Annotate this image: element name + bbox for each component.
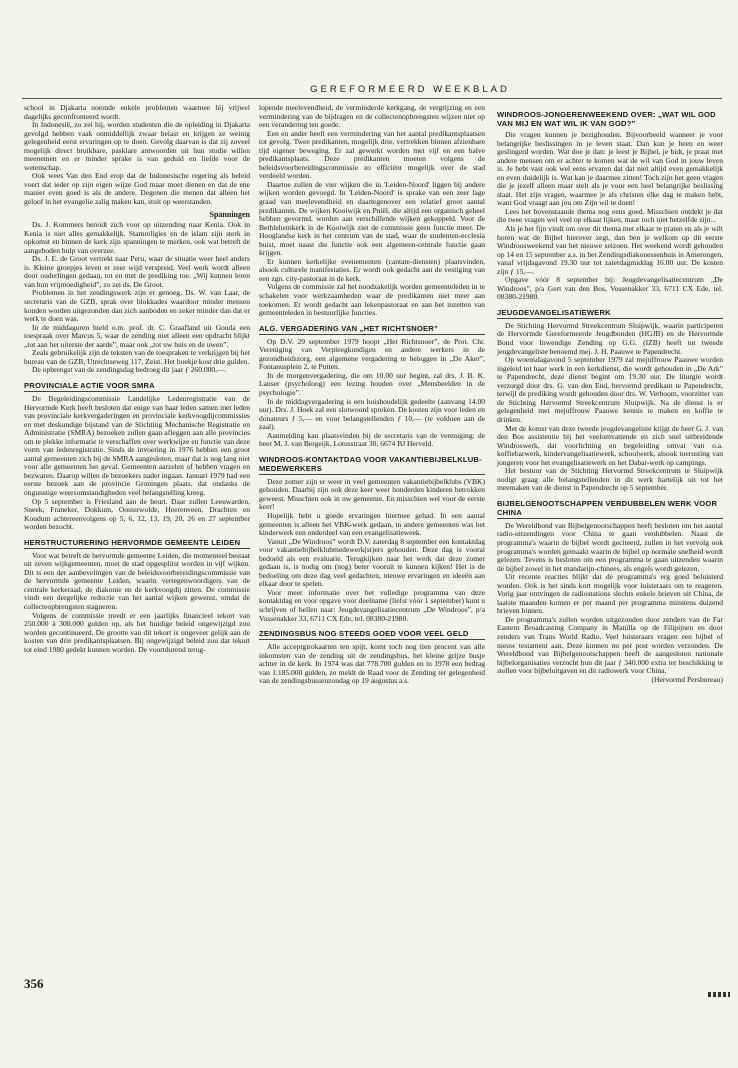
paragraph: Op woensdagavond 5 september 1979 zal mejuffrouw Paauwe worden ingeleid tot haar werk in een kerkdienst, die wordt gehouden in „De Ark” te Papendrecht, deze dienst begint om 19.30 uur. De liturgie wordt verzorgd door drs. G. van den End, hervormd predikant te Papendrecht, terwijl de prediking wordt gehouden door drs. W. Verboom, voorzitter van de Stichting Hervormd Streekcentrum Sluipwijk. Na de dienst is er gelegenheid met mejuffrouw Paauwe kennis te maken en koffie te drinken.	[497, 355, 723, 424]
page-number: 356	[24, 976, 44, 991]
paragraph: Volgens de commissie treedt er een jaarlijks financieel tekort van 250.000 à 300.000 gulden op, als het huidige beleid ongewijzigd zou worden gecontinueerd. De grootte van dit tekort is ongeveer gelijk aan de kosten van drie predikantsplaatsen. Bij ongewijzigd beleid zou dat tekort tot eind 1980 gedekt kunnen worden. De voortdurend terug-	[24, 610, 250, 654]
article-heading: PROVINCIALE ACTIE VOOR SMRA	[24, 381, 250, 392]
paragraph: Als je het fijn vindt om over dit thema met elkaar te praten en als je wilt horen wat de Bijbel hierover zegt, dan ben je welkom op dit eerste Windroosweekend van het nieuwe seizoen. Het weekend wordt gehouden op 14 en 15 september a.s. in het Zendingsdiakonessenhuis in Amerongen, vanaf vrijdagavond 19.30 uur tot zaterdagmiddag 16.00 uur. De kosten zijn ƒ 15,—.	[497, 224, 723, 276]
paragraph: lopende meelevendheid, de verminderde kerkgang, de vergrijzing en een vermindering van de bijdragen en de collectenopbrengsten wijzen niet op een verandering ten goede.	[259, 103, 485, 130]
paragraph: Vanuit „De Windroos” wordt D.V. zaterdag 8 september een kontaktdag voor vakantiebijbelklubmedewerk(st)ers gehouden. Deze dag is vooral bedoeld als een evaluatie. Terugkijken naar het werk dat deze zomer gedaan is, is nodig om (nog) beter vooruit te kunnen kijken! Het is de bedoeling om deze dag veel gedachten, nieuwe ervaringen en ideeën aan elkaar door te spelen.	[259, 536, 485, 589]
paragraph: Een en ander heeft een vermindering van het aantal predikantsplaatsen tot gevolg. Twee predikanten, mogelijk drie, vertrekken binnen afzienbare tijd eigener beweging. Er zal gewerkt worden met vijf en een halve predikantsplaats. Deze predikanten moeten volgens de beleidsvoorbereidingscommissie zo efficiënt mogelijk over de stad verdeeld worden.	[259, 128, 485, 181]
column-2	[259, 104, 485, 686]
column-3	[497, 104, 723, 684]
paragraph: Op 5 september is Friesland aan de beurt. Daar zullen Leeuwarden, Sneek, Franeker, Dokkum, Oosterwolde, Heerenveen, Drachten en Koudum achtereenvolgens op 5, 6, 12, 13, 19, 20, 26 en 27 september worden bezocht.	[24, 496, 250, 532]
paragraph: De programma's zullen worden uitgezonden door zenders van de Far Eastern Broadcasting Company in Manilla op de Filipijnen en door zenders van Trans World Radio. Veel luisteraars vragen een bijbel of nieuw testament aan. Deze kunnen nu per post worden verzonden. De Wereldbond van Bijbelgenootschappen heeft de aangesloten nationale bijbelorganisaties verzocht hun dit jaar ƒ 340.000 extra ter beschikking te stellen voor bijbeluitgaven en dit radiowerk voor China.	[497, 614, 723, 676]
article-heading: HERSTRUCTURERING HERVORMDE GEMEENTE LEIDEN	[24, 538, 250, 549]
paragraph: Met de komst van deze tweede jeugdevangeliste krijgt de heer G. J. van den Bos assistentie bij het veelomvattende en zich snel uitbreidende Windroswerk, dat voorlichting en begeleiding omvat van o.a. koffiebarwerk, kindervangelisatiewerk, schoolwerk, alsook toerusting van jongeren voor het evangelisatiewerk en het Dabar-werk op campings.	[497, 423, 723, 467]
paragraph: Op D.V. 29 september 1979 hoopt „Het Richtsnoer”, de Prot. Chr. Vereniging van Verpleegkundigen en andere werkers in de gezondheidszorg, een algemene vergadering te beleggen in „De Aker”, Fontanusplein 2, te Putten.	[259, 336, 485, 372]
paragraph: Daartoe zullen de vier wijken die in 'Leiden-Noord' liggen bij andere wijken worden gevoegd. In 'Leiden-Noord' is sprake van een zeer lage graad van meelevendheid en daartegenover een relatief groot aantal predikanten. De wijken Kooiwijk en Pniël, die altijd een organisch geheel hebben gevormd, worden aan verschillende wijken gekoppeld. Voor de Bethlehemkerk in de Kooiwijk ziet de commissie geen functie meer. De Hooglandse kerk in het centrum van de stad, waar de studenten-ecclesia huist, moet naast die functie ook een algemeen-centrale functie gaan krijgen.	[259, 179, 485, 258]
byline: (Hervormd Persbureau)	[651, 674, 723, 684]
paragraph: Deze zomer zijn er weer in veel gemeenten vakantiebijbelklubs (VBK) gehouden. Daarbij zijn ook deze keer weer honderden kinderen betrokken geweest. Misschien ook in uw gemeente. En misschien wel voor de eerste keer!	[259, 476, 485, 512]
paragraph: Ook wees Van den End erop dat de Indonesische regering als beleid voert dat ieder op zijn eigen wijze God maar moet dienen en dat de ene manier even goed is als de andere. Degenen die menen dat alleen het geloof in het evangelie zalig maken kan, stuit op weerstanden.	[24, 171, 250, 207]
article-heading: JEUGDEVANGELISATIEWERK	[497, 308, 723, 319]
article-heading: ZENDINGSBUS NOG STEEDS GOED VOOR VEEL GELD	[259, 629, 485, 640]
paragraph: Die vragen kunnen je bezighouden. Bijvoorbeeld wanneer je voor belangrijke beslissingen in je leven staat. Dan kun je heen en weer geslingerd worden. Wat doe je dan: je leest je Bijbel, je bidt, je praat met andere mensen om er achter te komen wat de wil van God in jouw leven is. Je hebt vast ook wel eens ervaren dat dat niet altijd even gemakkelijk en even duidelijk is. Wat kan je daarmee zitten! Toch zijn het geen vragen die je jezelf alleen maar stelt als je voor een heel belangrijke beslissing staat. Het zijn vragen, waarmee je als christen elke dag te maken hebt, want God vraagt aan jou om Zijn wil te doen!	[497, 130, 723, 208]
paragraph: In de middaguren hield o.m. prof. dr. C. Graafland uit Gouda een toespraak over Marcus 5, waar de zending niet alleen een opdracht blijkt „tot aan het uiterste der aarde”, maar ook „tot uw huis en de uwen”.	[24, 322, 250, 349]
paragraph: De Wereldbond van Bijbelgenootschappen heeft besloten om het aantal radio-uitzendingen voor China te gaan verdubbelen. Naast de programma's waarin de bijbel wordt geciteerd, zullen in het vervolg ook programma's worden gemaakt waarin de bijbel op normale snelheid wordt gelezen. Tevens is besloten om een programma te gaan uitzenden waarin de bijbel zowel in het mandarijn-chinees, als engels wordt gelezen.	[497, 520, 723, 573]
paragraph: De Begeleidingscommissie Landelijke Ledenregistratie van de Hervormde Kerk heeft besloten dat enige van haar leden samen met leden van provinciale kerkvergaderingen en provinciale kerkvoogdijcommissies en met deskundige bijstand van de Stichting Mechanische Registratie en Administratie (SMRA) bezoeken zullen gaan afleggen aan alle provincies om te plekke informatie te verschaffen over werkwijze en functie van deze vorm van ledenregistratie. Sinds de invoering in 1976 hebben een groot aantal gemeenten zich bij de SMRA aangesloten, maar dat is nog lang niet voor alle gemeenten het geval. Gemeenten aarzelen of hebben vragen en bezwaren. Daarop willen de bezoekers nader ingaan. Januari 1979 had een eerste bezoek aan de provincie Groningen plaats, dat ondanks de ongunstige weersomstandigheden veel belangstelling kreeg.	[24, 393, 250, 497]
article-heading: WINDROOS-JONGERENWEEKEND OVER: „WAT WIL GOD VAN MIJ EN WAT WIL IK VAN GOD?”	[497, 110, 716, 128]
print-register-mark	[708, 992, 730, 997]
paragraph: Hopelijk hebt u goede ervaringen hiermee gehad. In een aantal gemeenten is alleen het VBK-werk gedaan, in andere gemeenten was het kinderwerk een onderdeel van een evangelisatieweek.	[259, 510, 485, 538]
paragraph: Voor wat betreft de hervormde gemeente Leiden, die momenteel bestaat uit zeven wijkgemeenten, moet de stad opgesplitst worden in vijf wijken. Dit is een der aanbevelingen van de beleidsvoorbereidingscommissie van de hervormde gemeente Leiden, waarin vertegenwoordigers van de centrale kerkeraad, de diakonie en de kerkvoogdij zitten. De commissie vindt een dergelijke reductie van het aantal wijken gewenst, omdat de collecteopbrengsten stagneren.	[24, 550, 250, 611]
article-heading: ALG. VERGADERING VAN „HET RICHTSNOER”	[259, 324, 485, 335]
column-1	[24, 104, 250, 654]
paragraph: Zeals gebruikelijk zijn de teksten van de toespraken te verkrijgen bij het bureau van de GZB, Utrechtseweg 117, Zeist. Het boekje kost drie gulden.	[24, 348, 250, 366]
paragraph: Ds. J. Kommers bereidt zich voor op uitzending naar Kenia. Ook in Kenia is niet alles gemakkelijk. Stamreligies en de islam zijn sterk in opkomst en binnen de kerk zijn spanningen te merken, ook wat betreft de aangeboden hulp van overzee.	[24, 220, 250, 255]
paragraph: Er kunnen kerkelijke evenementen (cantate-diensten) plaatsvinden, alsook culturele manifestaties. Er wordt ook gedacht aan de vestiging van een zgn. city-pastoraat in de kerk.	[259, 256, 485, 283]
masthead: GEREFORMEERD WEEKBLAD	[310, 84, 510, 95]
subheading: Spanningen	[209, 209, 250, 219]
paragraph: In de morgenvergadering, die om 10.00 uur begint, zal drs. J. B. K. Lanser (psycholoog) een lezing houden over „Mensbeelden in de psychologie”.	[259, 370, 485, 397]
article-heading: WINDROOS-KONTAKTDAG VOOR VAKANTIEBIJBELKLUB-MEDEWERKERS	[259, 455, 485, 475]
paragraph: Aanmelding kan plaatsvinden bij de secretaris van de vereniging: de heer M. J. van Bergeijk, Lotusstraat 30, 6674 BJ Herveld.	[259, 430, 485, 449]
paragraph: Uit recente reacties blijkt dat de programma's erg goed beluisterd worden. Ook is het sinds kort mogelijk voor luisteraars om te reageren. Vorig jaar ontvingen de radiostations slechts enkele brieven uit China, de laatste maanden komen er per maand per programma minstens duizend brieven binnen.	[497, 572, 723, 616]
paragraph: Problemen in het zendingswerk zijn er genoeg. Ds. W. van Laar, de secretaris van de GZB, sprak over blokkades waardoor minder mensen konden worden uitgezonden dan zich aanboden en zeker minder dan dat er werk te doen was.	[24, 288, 250, 324]
paragraph: Lees het bovenstaande thema nog eens goed. Misschien ontdekt je dat die twee vragen wel veel op elkaar lijken, maar toch niet hetzelfde zijn...	[497, 206, 723, 225]
header-rule	[22, 98, 722, 99]
paragraph: Volgens de commissie zal het noodzakelijk worden gemeenteleden in te schakelen voor werkzaamheden waar de predikanten niet meer aan toekomen. Er wordt gedacht aan lekenpastoraat en aan het inzetten van gemeenteleden in bestuurlijke functies.	[259, 282, 485, 318]
paragraph: De Stichting Hervormd Streekcentrum Sluipwijk, waarin participeren de Hervormde Gereformeerde Jeugdbonden (HGJB) en de Hervormde Bond voor Inwendige Zending op G.G. (IZB) heeft tot tweede jeugdevangeliste benoemd mej. J. H. Paauwe te Papendrecht.	[497, 320, 723, 356]
paragraph: In de middagvergadering is een huishoudelijk gedeelte (aanvang 14.00 uur). Drs. J. Hoek zal een slotwoord spreken. De kosten zijn voor leden en donateurs ƒ 5,— en voor belangstellenden ƒ 10,— (te voldoen aan de zaal).	[259, 396, 485, 432]
paragraph: Opgave vóór 8 september bij: Jeugdevangelisatiecentrum „De Windroos”, p/a Gert van den Bos, Vossenakker 33, 6711 CX Ede, tel. 08380-21980.	[497, 275, 723, 302]
article-heading: BIJBELGENOOTSCHAPPEN VERDUBBELEN WERK VOOR CHINA	[497, 499, 723, 519]
paragraph: Ds. J. E. de Groot vertrekt naar Peru, waar de situatie weer heel anders is. Kleine groepjes leven er zeer wijd verspreid. Veel werk wordt alleen door ouderlingen gedaan, tot en met de prediking toe. „Wij kunnen leren van hun vrijmoedigheid”, zo zei ds. De Groot.	[24, 254, 250, 289]
paragraph: Voor meer informatie over het volledige programma van deze kontaktdag en voor opgave voor deelname (liefst vóór 1 september) kunt u schrijven of bellen naar: Jeugdevangelisatiecentrum „De Windroos”, p/a Vossenakker 33, 6711 CX Ede, tel. 08380-21980.	[259, 587, 485, 623]
paragraph: Het bestuur van de Stichting Hervormd Streekcentrum te Sluipwijk nodigt graag alle belangstellenden in dit werk hartelijk uit tot het meemaken van de dienst in Papendrecht op 5 september.	[497, 466, 723, 493]
paragraph: school in Djakarta noemde enkele problemen waarmee hij vrijwel dagelijks geconfronteerd wordt.	[24, 103, 250, 121]
paragraph: De opbrengst van de zendingsdag bedroeg dit jaar ƒ 260.000,—.	[32, 365, 227, 375]
paragraph: Alle acceptgirokaarten ten spijt, komt toch nog tien procent van alle inkomsten van de zending uit de zendingsbus, het kleine grijze busje achter in de kerk. In 1974 was dat 778.700 gulden en in 1978 een bedrag van 1.185.000 gulden, zo meldt de Raad voor de Zending ter gelegenheid van de zendingsbussenzondag op 19 augustus a.s.	[259, 642, 485, 686]
paragraph: In Indonesië, zo zei hij, worden studenten die de opleiding in Djakarta gevolgd hebben vaak onmiddellijk zwaar belast en krijgen ze weinig gelegenheid eerst ervaringen op te doen. Gevolg daarvan is dat zij zoveel mogelijk direct bruikbare, pasklare antwoorden uit hun studie willen meenemen en er minder sprake is van geduld en liefde voor de wetenschap.	[24, 120, 250, 172]
